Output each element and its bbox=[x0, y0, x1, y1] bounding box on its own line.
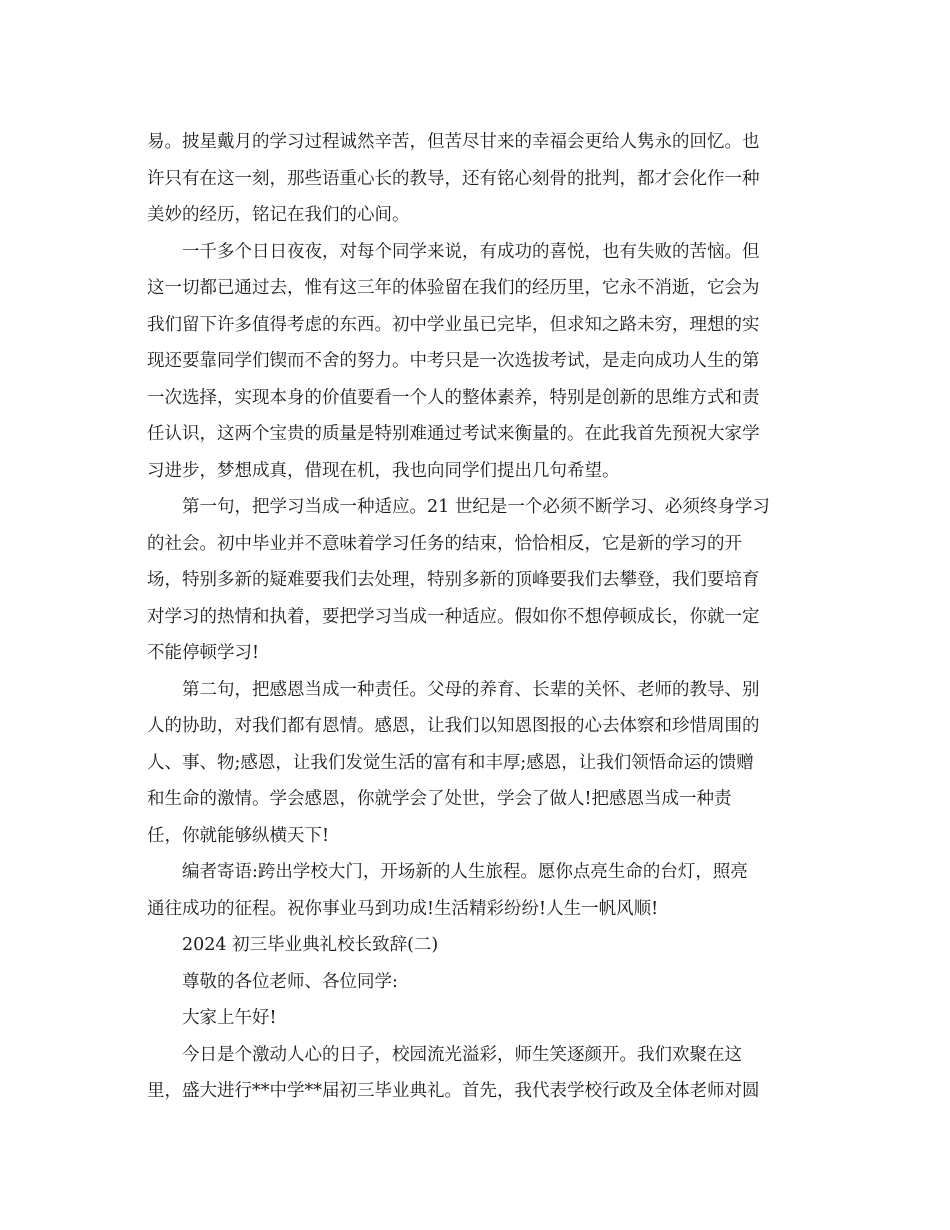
text-line: 现还要靠同学们锲而不舍的努力。中考只是一次选拔考试，是走向成功人生的第 bbox=[147, 351, 760, 371]
text-line: 场，特别多新的疑难要我们去处理，特别多新的顶峰要我们去攀登，我们要培育 bbox=[147, 570, 760, 590]
paragraph-start-line: 第二句，把感恩当成一种责任。父母的养育、长辈的关怀、老师的教导、别 bbox=[182, 679, 760, 700]
text-line: 不能停顿学习! bbox=[147, 643, 260, 663]
text-line: 许只有在这一刻，那些语重心长的教导，还有铭心刻骨的批判，都才会化作一种 bbox=[147, 168, 760, 189]
section-heading: 2024 初三毕业典礼校长致辞(二) bbox=[182, 935, 439, 955]
text-line: 我们留下许多值得考虑的东西。初中学业虽已完毕，但求知之路未穷，理想的实 bbox=[147, 314, 760, 335]
text-line: 和生命的激情。学会感恩，你就学会了处世，学会了做人!把感恩当成一种责 bbox=[147, 789, 732, 809]
salutation-line: 尊敬的各位老师、各位同学: bbox=[182, 971, 398, 992]
text-line: 一次选择，实现本身的价值要看一个人的整体素养，特别是创新的思维方式和责 bbox=[147, 387, 760, 408]
text-line: 人、事、物;感恩，让我们发觉生活的富有和丰厚;感恩，让我们领悟命运的馈赠 bbox=[147, 752, 754, 773]
text-line: 里，盛大进行**中学**届初三毕业典礼。首先，我代表学校行政及全体老师对圆 bbox=[147, 1081, 760, 1101]
paragraph-start-line: 今日是个激动人心的日子，校园流光溢彩，师生笑逐颜开。我们欢聚在这 bbox=[182, 1044, 742, 1065]
text-line: 人的协助，对我们都有恩情。感恩，让我们以知恩图报的心去体察和珍惜周围的 bbox=[147, 716, 760, 736]
paragraph-start-line: 第一句，把学习当成一种适应。21 世纪是一个必须不断学习、必须终身学习 bbox=[182, 497, 770, 517]
text-line: 易。披星戴月的学习过程诚然辛苦，但苦尽甘来的幸福会更给人隽永的回忆。也 bbox=[147, 132, 760, 152]
document-body bbox=[147, 124, 807, 1110]
paragraph-start-line: 一千多个日日夜夜，对每个同学来说，有成功的喜悦，也有失败的苦恼。但 bbox=[182, 241, 760, 262]
text-line: 通往成功的征程。祝你事业马到功成!生活精彩纷纷!人生一帆风顺! bbox=[147, 898, 659, 919]
text-line: 这一切都已通过去，惟有这三年的体验留在我们的经历里，它永不消逝，它会为 bbox=[147, 278, 760, 298]
greeting-line: 大家上午好! bbox=[182, 1008, 277, 1028]
text-line: 的社会。初中毕业并不意味着学习任务的结束，恰恰相反，它是新的学习的开 bbox=[147, 533, 742, 554]
text-line: 任，你就能够纵横天下! bbox=[147, 825, 330, 846]
paragraph-start-line: 编者寄语:跨出学校大门，开场新的人生旅程。愿你点亮生命的台灯，照亮 bbox=[182, 862, 748, 882]
text-line: 习进步，梦想成真，借现在机，我也向同学们提出几句希望。 bbox=[147, 460, 620, 481]
text-line: 任认识，这两个宝贵的质量是特别难通过考试来衡量的。在此我首先预祝大家学 bbox=[147, 424, 760, 444]
text-line: 对学习的热情和执着，要把学习当成一种适应。假如你不想停顿成长，你就一定 bbox=[147, 606, 760, 627]
text-line: 美妙的经历，铭记在我们的心间。 bbox=[147, 205, 410, 225]
